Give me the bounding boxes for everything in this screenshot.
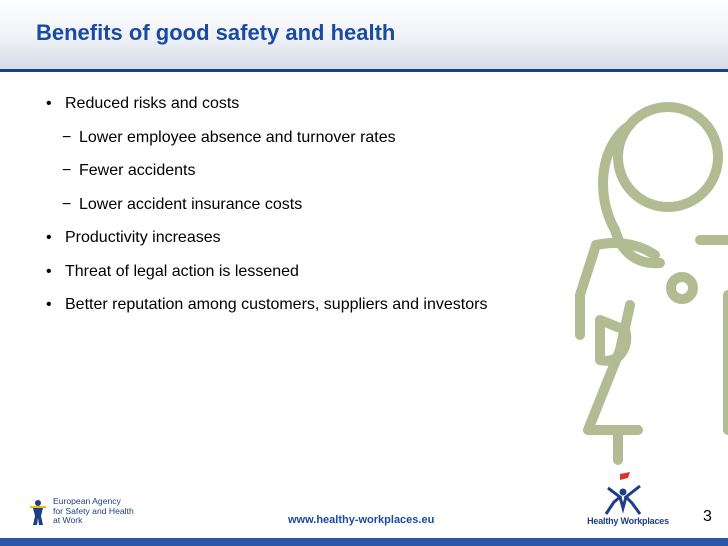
sub-bullet-item: − Lower employee absence and turnover rates: [46, 127, 487, 161]
nurse-figure-icon: [560, 95, 728, 465]
sub-bullet-item: − Lower accident insurance costs: [46, 194, 487, 228]
bullet-item: • Productivity increases: [46, 227, 487, 261]
bullet-item: • Reduced risks and costs: [46, 93, 487, 127]
sub-bullet-item: − Fewer accidents: [46, 160, 487, 194]
bullet-list: [46, 93, 487, 328]
agency-line: for Safety and Health: [53, 505, 134, 516]
bullet-item: • Threat of legal action is lessened: [46, 261, 487, 295]
title-divider: [0, 69, 728, 72]
healthy-workplaces-logo-icon: [590, 470, 660, 520]
footer-bar: [0, 538, 728, 546]
bullet-item: • Better reputation among customers, suppliers and investors: [46, 294, 487, 328]
campaign-label: Healthy Workplaces: [587, 516, 669, 526]
agency-name: [53, 497, 133, 526]
page-title: Benefits of good safety and health: [36, 20, 396, 45]
footer-url: www.healthy-workplaces.eu: [288, 514, 435, 526]
agency-line: European Agency: [53, 496, 121, 506]
page-number: 3: [703, 508, 712, 525]
agency-line: at Work: [53, 515, 83, 526]
eu-osha-logo-icon: [30, 498, 46, 526]
